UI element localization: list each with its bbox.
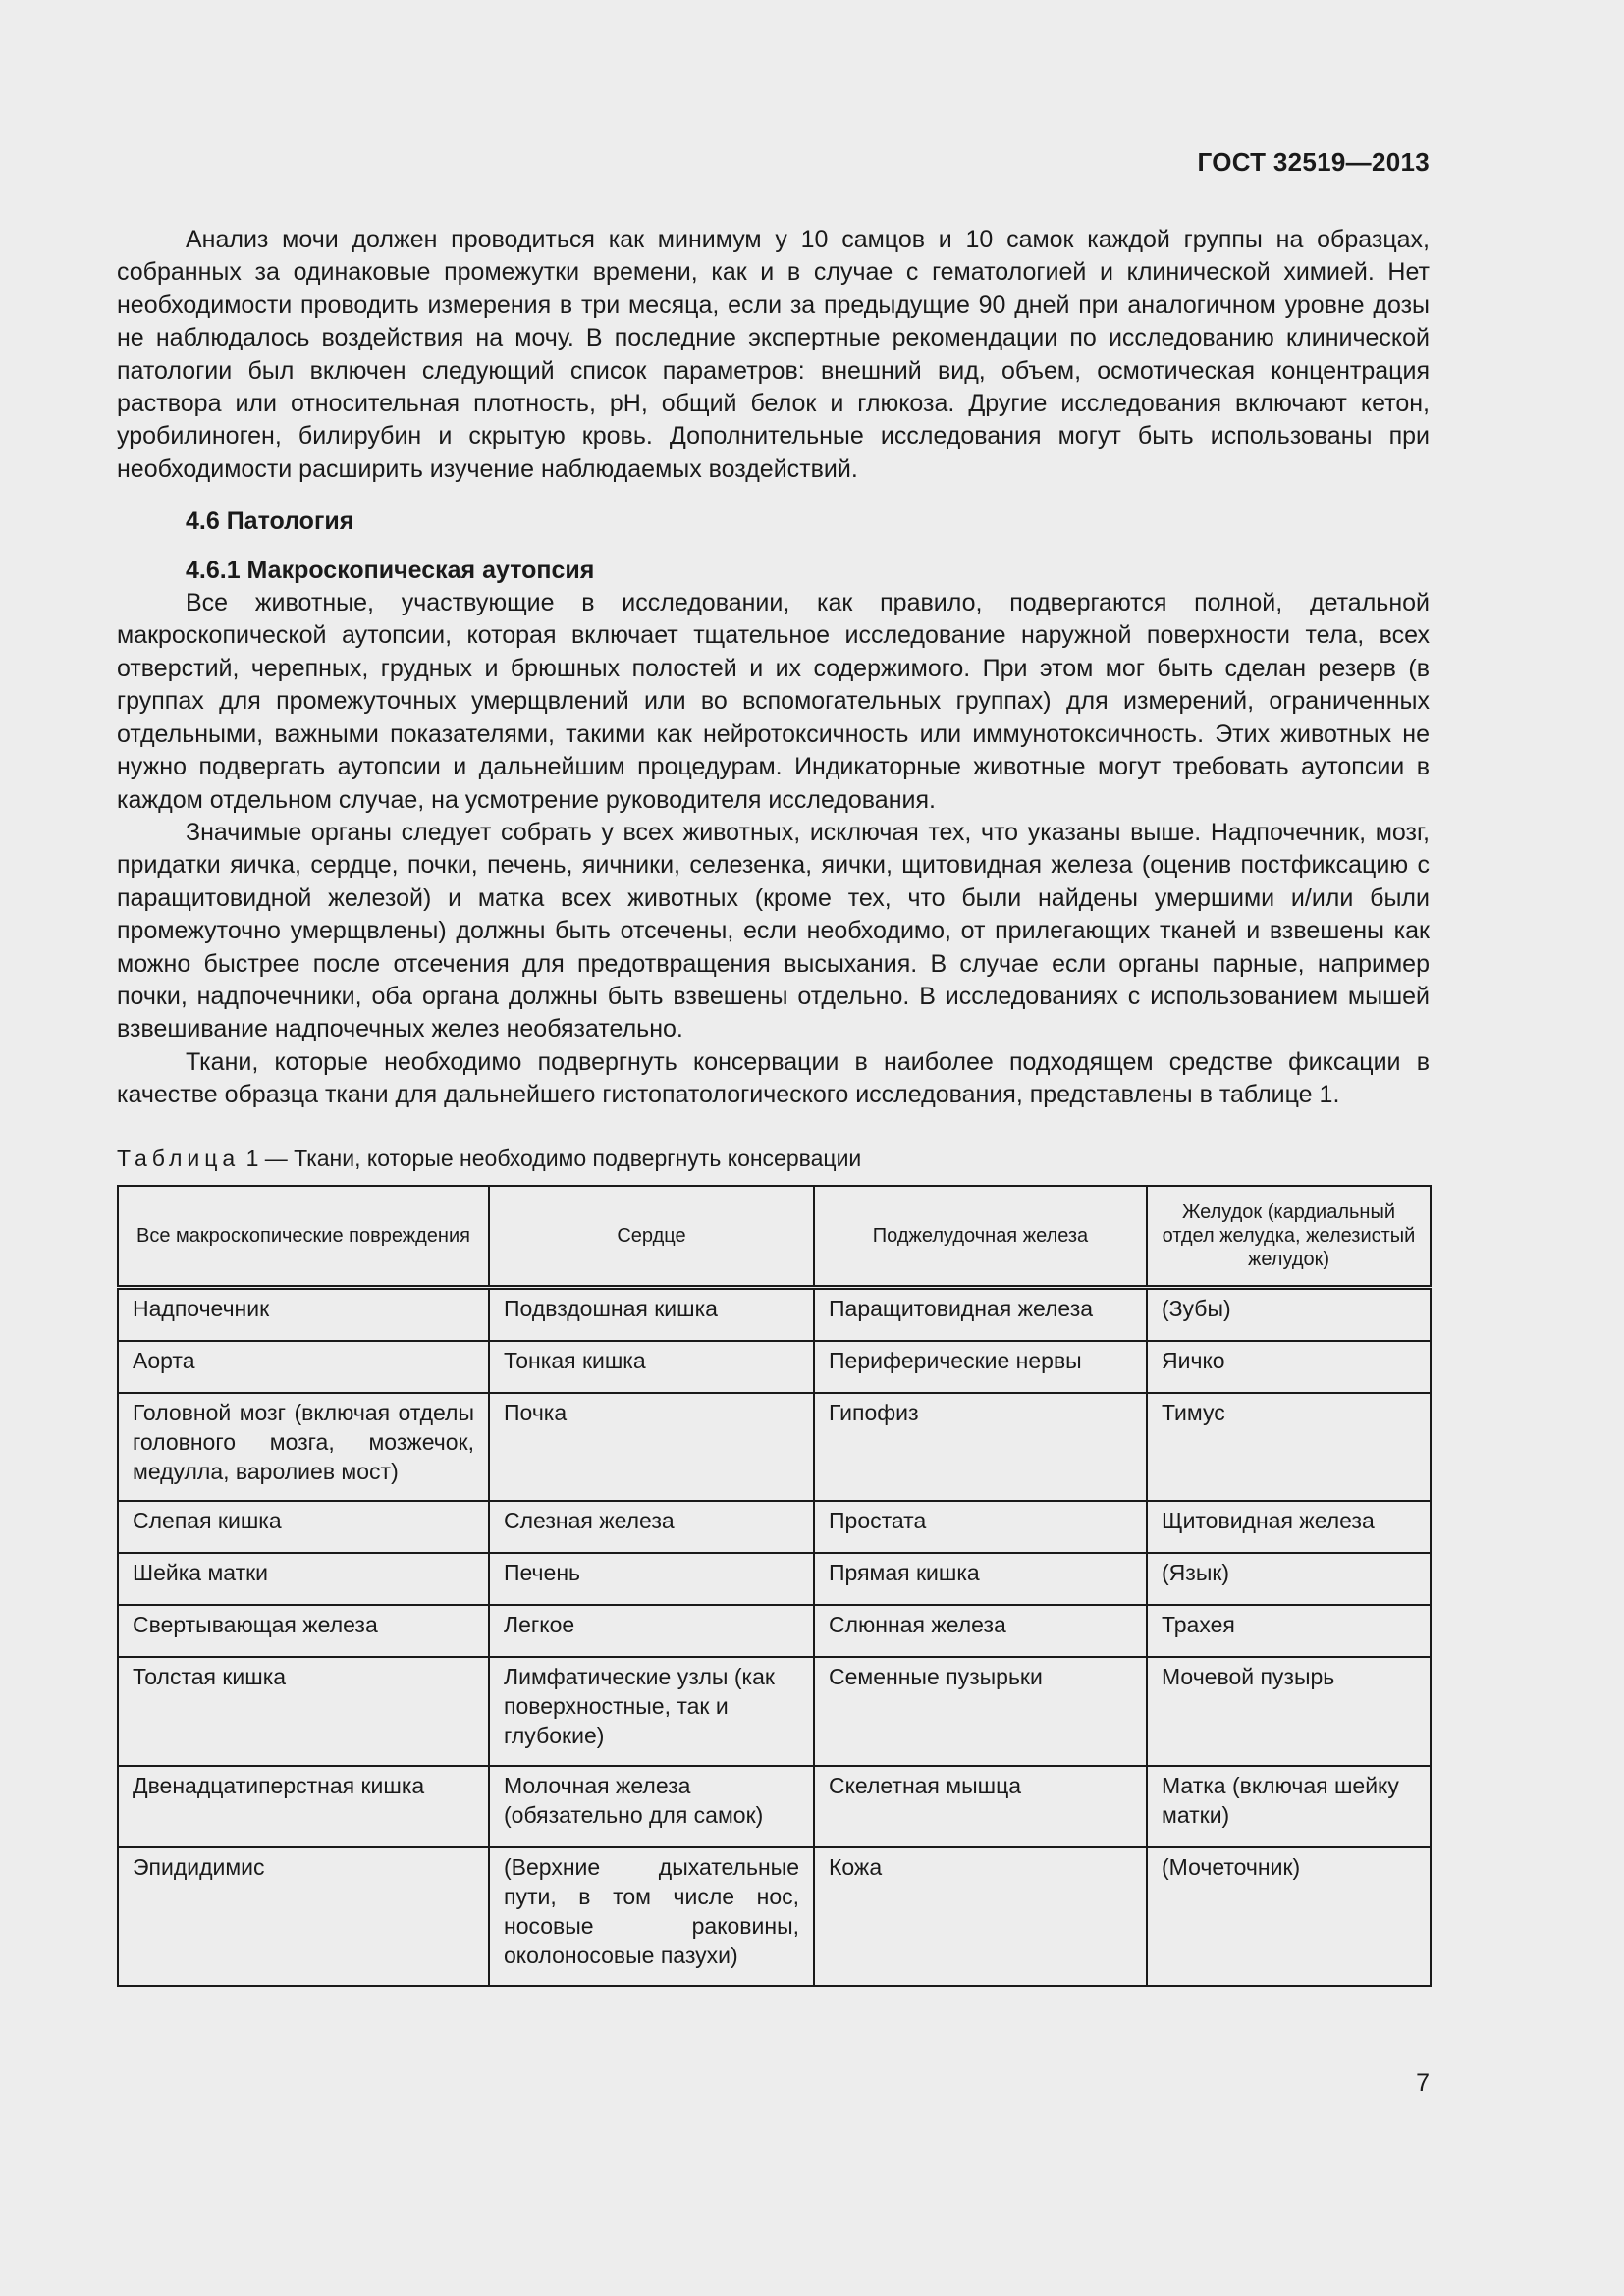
table-caption-text: 1 — Ткани, которые необходимо подвергнуть консервации xyxy=(245,1145,862,1171)
table-cell: Толстая кишка xyxy=(118,1657,489,1766)
tissues-table xyxy=(117,1185,1432,1987)
table-cell: Трахея xyxy=(1147,1605,1431,1657)
table-cell: Головной мозг (включая отделы головного мозга, мозжечок, медулла, варолиев мост) xyxy=(118,1393,489,1501)
table-row xyxy=(118,1766,1431,1847)
table-cell: Шейка матки xyxy=(118,1553,489,1605)
table-cell: Надпочечник xyxy=(118,1287,489,1341)
table-cell: Скелетная мышца xyxy=(814,1766,1147,1847)
page-number: 7 xyxy=(1416,2069,1430,2097)
table-cell: Мочевой пузырь xyxy=(1147,1657,1431,1766)
table-caption xyxy=(117,1144,1430,1173)
table-row xyxy=(118,1341,1431,1393)
table-cell: Щитовидная железа xyxy=(1147,1501,1431,1553)
paragraph-urinalysis: Анализ мочи должен проводиться как минимум у 10 самцов и 10 самок каждой группы на образцах, собранных за одинаковые промежутки времени, как и в случае с гематологией и клинической химией. Нет необходимости проводить измерения в три месяца, если за предыдущие 90 дней при аналогичном уровне дозы не наблюдалось воздействия на мочу. В последние экспертные рекомендации по исследованию клинической патологии был включен следующий список параметров: внешний вид, объем, осмотическая концентрация раствора или относительная плотность, pH, общий белок и глюкоза. Другие исследования включают кетон, уробилиноген, билирубин и скрытую кровь. Дополнительные исследования могут быть использованы при необходимости расширить изучение наблюдаемых воздействий. xyxy=(117,226,1430,483)
table-row xyxy=(118,1553,1431,1605)
table-cell: Двенадцатиперстная кишка xyxy=(118,1766,489,1847)
subsection-heading-autopsy: 4.6.1 Макроскопическая аутопсия xyxy=(186,556,595,584)
table-row xyxy=(118,1657,1431,1766)
paragraph-organs: Значимые органы следует собрать у всех животных, исключая тех, что указаны выше. Надпочечник, мозг, придатки яичка, сердце, почки, печень, яичники, селезенка, яички, щитовидная железа (оценив постфиксацию с паращитовидной железой) и матка всех животных (кроме тех, что были найдены умершими и/или были промежуточно умерщвлены) должны быть отсечены, если необходимо, от прилегающих тканей и взвешены как можно быстрее после отсечения для предотвращения высыхания. В случае если органы парные, например почки, надпочечники, оба органа должны быть взвешены отдельно. В исследованиях с использованием мышей взвешивание надпочечных желез необязательно. xyxy=(117,818,1430,1043)
table-row xyxy=(118,1287,1431,1341)
table-cell: Тонкая кишка xyxy=(489,1341,814,1393)
table-cell: Кожа xyxy=(814,1847,1147,1986)
section-heading-pathology: 4.6 Патология xyxy=(186,507,354,536)
table-row xyxy=(118,1605,1431,1657)
table-cell: Аорта xyxy=(118,1341,489,1393)
table-caption-label: Таблица xyxy=(117,1145,241,1171)
table-cell: Гипофиз xyxy=(814,1393,1147,1501)
table-header-row xyxy=(118,1186,1431,1288)
table-cell: Матка (включая шейку матки) xyxy=(1147,1766,1431,1847)
paragraph-autopsy: Все животные, участвующие в исследовании, как правило, подвергаются полной, детальной макроскопической аутопсии, которая включает тщательное исследование наружной поверхности тела, всех отверстий, черепных, грудных и брюшных полостей и их содержимого. При этом мог быть сделан резерв (в группах для промежуточных умерщвлений или во вспомогательных группах) для измерений, ограниченных отдельными, важными показателями, такими как нейротоксичность или иммунотоксичность. Этих животных не нужно подвергать аутопсии и дальнейшим процедурам. Индикаторные животные могут требовать аутопсии в каждом отдельном случае, на усмотрение руководителя исследования. xyxy=(117,589,1430,814)
table-cell: Яичко xyxy=(1147,1341,1431,1393)
table-cell: (Верхние дыхательные пути, в том числе нос, носовые раковины, околоносовые пазухи) xyxy=(489,1847,814,1986)
table-cell: Слюнная железа xyxy=(814,1605,1147,1657)
table-cell: Слезная железа xyxy=(489,1501,814,1553)
table-header-cell: Поджелудочная железа xyxy=(814,1186,1147,1288)
table-row xyxy=(118,1847,1431,1986)
table-row xyxy=(118,1501,1431,1553)
table-cell: (Мочеточник) xyxy=(1147,1847,1431,1986)
table-header-cell: Все макроскопические повреждения xyxy=(118,1186,489,1288)
table-cell: (Зубы) xyxy=(1147,1287,1431,1341)
document-body xyxy=(117,224,1430,1987)
table-cell: Легкое xyxy=(489,1605,814,1657)
table-cell: Семенные пузырьки xyxy=(814,1657,1147,1766)
table-cell: Эпидидимис xyxy=(118,1847,489,1986)
table-header-cell: Сердце xyxy=(489,1186,814,1288)
table-row xyxy=(118,1393,1431,1501)
table-cell: Слепая кишка xyxy=(118,1501,489,1553)
paragraph-tissues: Ткани, которые необходимо подвергнуть консервации в наиболее подходящем средстве фиксации в качестве образца ткани для дальнейшего гистопатологического исследования, представлены в таблице 1. xyxy=(117,1047,1430,1109)
table-cell: Периферические нервы xyxy=(814,1341,1147,1393)
table-cell: Подвздошная кишка xyxy=(489,1287,814,1341)
table-cell: Прямая кишка xyxy=(814,1553,1147,1605)
table-cell: Свертывающая железа xyxy=(118,1605,489,1657)
table-header-cell: Желудок (кардиальный отдел желудка, железистый желудок) xyxy=(1147,1186,1431,1288)
table-cell: Лимфатические узлы (как поверхностные, так и глубокие) xyxy=(489,1657,814,1766)
table-cell: Простата xyxy=(814,1501,1147,1553)
document-header: ГОСТ 32519—2013 xyxy=(1197,147,1430,177)
table-cell: Почка xyxy=(489,1393,814,1501)
table-cell: Печень xyxy=(489,1553,814,1605)
table-cell: (Язык) xyxy=(1147,1553,1431,1605)
table-cell: Тимус xyxy=(1147,1393,1431,1501)
table-cell: Паращитовидная железа xyxy=(814,1287,1147,1341)
table-cell: Молочная железа (обязательно для самок) xyxy=(489,1766,814,1847)
